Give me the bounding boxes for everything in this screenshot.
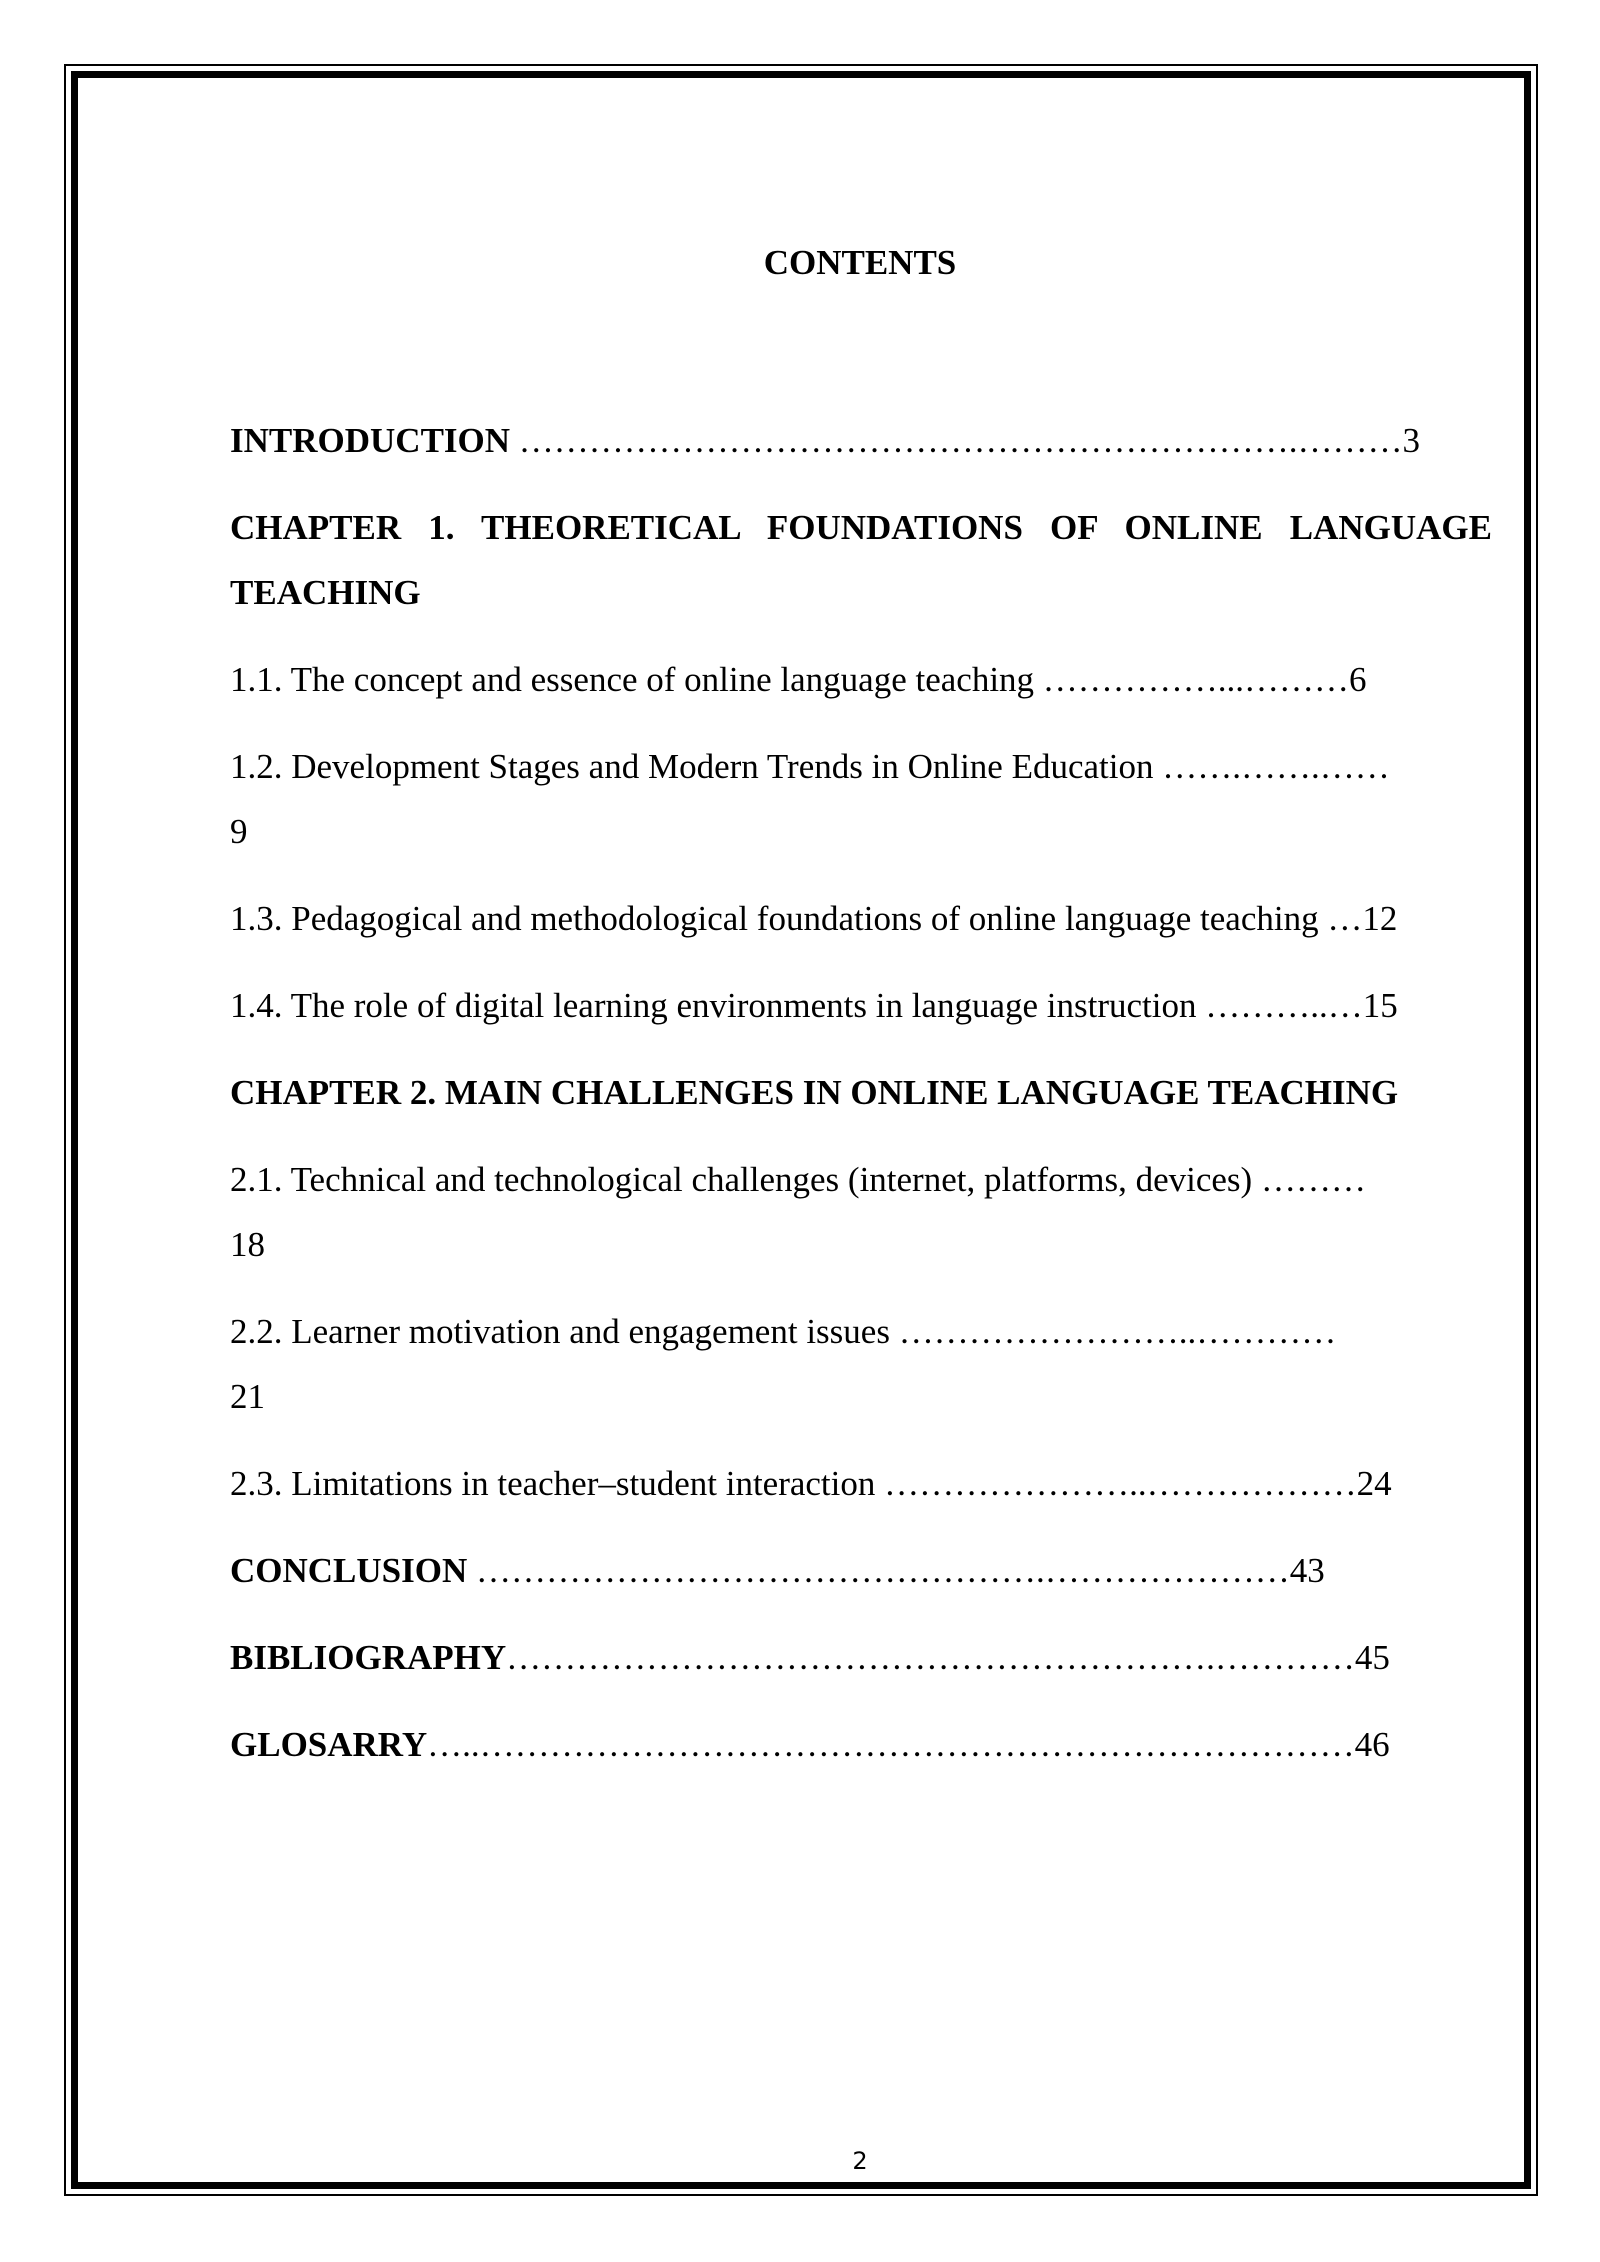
toc-entry-title: CHAPTER 2. MAIN CHALLENGES IN ONLINE LANGUAGE TEACHING: [230, 1073, 1399, 1112]
toc-entry-leader: ………: [1252, 1160, 1366, 1199]
toc-entry-1-2[interactable]: [230, 734, 1492, 864]
toc-entry-page: 6: [1349, 660, 1367, 699]
toc-entry-bibliography[interactable]: [230, 1625, 1492, 1690]
toc-entry-title: 2.1. Technical and technological challenges (internet, platforms, devices): [230, 1160, 1253, 1199]
toc-entry-leader: ……………...………: [1034, 660, 1350, 699]
toc-entry-conclusion[interactable]: [230, 1538, 1492, 1603]
toc-entry-title: 2.3. Limitations in teacher–student interaction: [230, 1464, 876, 1503]
toc-entry-title: BIBLIOGRAPHY: [230, 1638, 507, 1677]
table-of-contents: [230, 408, 1492, 1799]
toc-entry-page: 46: [1354, 1725, 1390, 1764]
toc-entry-page: 15: [1362, 986, 1398, 1025]
toc-entry-leader: ………………………………………………………….………: [510, 421, 1403, 460]
toc-entry-leader: …: [1318, 899, 1363, 938]
toc-entry-chapter-2[interactable]: [230, 1060, 1492, 1125]
toc-entry-2-2[interactable]: [230, 1299, 1492, 1429]
toc-entry-leader: …….…….……: [1153, 747, 1390, 786]
toc-entry-leader: …………………..………………: [875, 1464, 1357, 1503]
toc-entry-leader: …………………………………………………….…………: [506, 1638, 1355, 1677]
toc-entry-leader: ………..…: [1196, 986, 1363, 1025]
toc-entry-page: 9: [230, 812, 248, 851]
toc-entry-title: 1.2. Development Stages and Modern Trends in Online Education: [230, 747, 1154, 786]
toc-entry-glossary[interactable]: [230, 1712, 1492, 1777]
toc-entry-2-3[interactable]: [230, 1451, 1492, 1516]
toc-entry-1-1[interactable]: [230, 647, 1492, 712]
toc-entry-page: 12: [1362, 899, 1398, 938]
toc-entry-title: CONCLUSION: [230, 1551, 468, 1590]
toc-entry-title: 2.2. Learner motivation and engagement issues: [230, 1312, 890, 1351]
toc-entry-title: 1.4. The role of digital learning environments in language instruction: [230, 986, 1197, 1025]
contents-heading: CONTENTS: [763, 243, 957, 282]
toc-entry-title: CHAPTER 1. THEORETICAL FOUNDATIONS OF ONLINE LANGUAGE TEACHING: [230, 508, 1492, 612]
toc-entry-page: 45: [1354, 1638, 1390, 1677]
toc-entry-page: 43: [1289, 1551, 1325, 1590]
toc-entry-title: 1.1. The concept and essence of online language teaching: [230, 660, 1035, 699]
toc-entry-leader: …..…………………………………………………………………: [427, 1725, 1355, 1764]
toc-entry-1-4[interactable]: [230, 973, 1492, 1038]
toc-entry-title: GLOSARRY: [230, 1725, 428, 1764]
toc-entry-page: 24: [1356, 1464, 1392, 1503]
page-number: 2: [852, 2147, 868, 2175]
toc-entry-2-1[interactable]: [230, 1147, 1492, 1277]
toc-entry-page: 3: [1402, 421, 1421, 460]
toc-entry-introduction[interactable]: [230, 408, 1492, 473]
toc-entry-leader: ………………………………………….…………………: [467, 1551, 1290, 1590]
toc-entry-page: 21: [230, 1377, 265, 1416]
toc-entry-title: 1.3. Pedagogical and methodological foundations of online language teaching: [230, 899, 1319, 938]
toc-entry-page: 18: [230, 1225, 265, 1264]
toc-entry-1-3[interactable]: [230, 886, 1492, 951]
toc-entry-leader: ……………………..…………: [889, 1312, 1337, 1351]
toc-entry-title: INTRODUCTION: [230, 421, 511, 460]
toc-entry-chapter-1[interactable]: [230, 495, 1492, 625]
